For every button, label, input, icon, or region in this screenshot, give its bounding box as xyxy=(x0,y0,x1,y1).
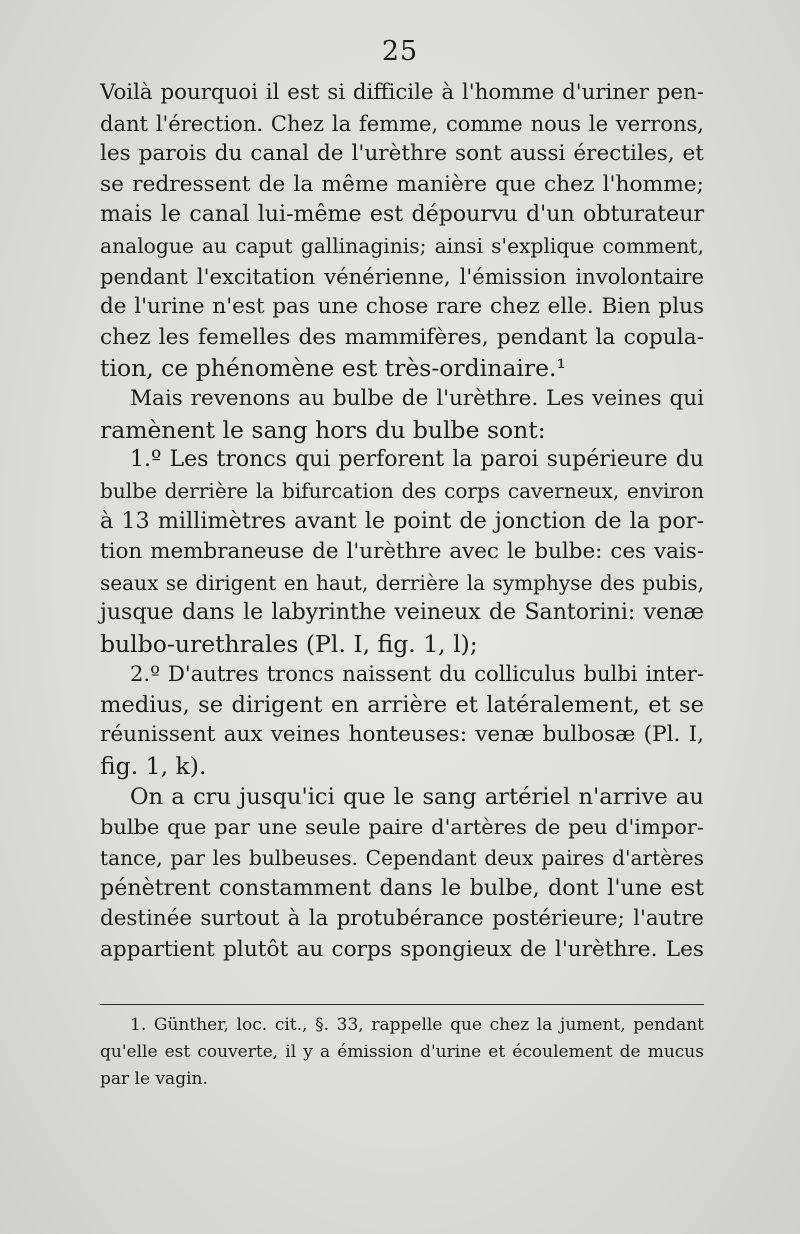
text-line: à 13 millimètres avant le point de jonction de la por- xyxy=(100,508,704,535)
text-line: se redressent de la même manière que chez l'homme; xyxy=(100,171,704,197)
text-line: 1.º Les troncs qui perforent la paroi supérieure du xyxy=(130,447,704,473)
text-line: On a cru jusqu'ici que le sang artériel n'arrive au xyxy=(130,783,704,810)
text-line: bulbo-urethrales (Pl. I, fig. 1, l); xyxy=(100,629,478,658)
text-line: tion membraneuse de l'urèthre avec le bulbe: ces vais- xyxy=(100,538,704,564)
text-line: analogue au caput gallinaginis; ainsi s'explique comment, xyxy=(100,233,704,258)
text-line: medius, se dirigent en arrière et latéralement, et se xyxy=(100,691,704,718)
text-line: bulbe que par une seule paire d'artères de peu d'impor- xyxy=(100,815,704,840)
text-line: appartient plutôt au corps spongieux de l'urèthre. Les xyxy=(100,936,704,962)
page-number: 25 xyxy=(381,36,419,67)
footnote-line: qu'elle est couverte, il y a émission d'urine et écoulement de mucus xyxy=(100,1042,704,1062)
text-line: chez les femelles des mammifères, pendant la copula- xyxy=(100,324,704,350)
text-line: ramènent le sang hors du bulbe sont: xyxy=(100,415,546,444)
text-line: bulbe derrière la bifurcation des corps caverneux, environ xyxy=(100,478,704,503)
text-line: fig. 1, k). xyxy=(100,752,207,781)
footnote-line: 1. Günther, loc. cit., §. 33, rappelle que chez la jument, pendant xyxy=(130,1015,704,1035)
text-line: tion, ce phénomène est très-ordinaire.¹ xyxy=(100,354,566,383)
text-line: réunissent aux veines honteuses: venæ bulbosæ (Pl. I, xyxy=(100,722,704,748)
text-line: 2.º D'autres troncs naissent du colliculus bulbi inter- xyxy=(130,661,704,687)
text-line: pendant l'excitation vénérienne, l'émission involontaire xyxy=(100,263,704,289)
text-line: de l'urine n'est pas une chose rare chez elle. Bien plus xyxy=(100,294,704,320)
text-line: tance, par les bulbeuses. Cependant deux paires d'artères xyxy=(100,845,704,870)
text-line: dant l'érection. Chez la femme, comme nous le verrons, xyxy=(100,110,704,136)
text-line: pénètrent constamment dans le bulbe, dont l'une est xyxy=(100,875,704,902)
text-line: jusque dans le labyrinthe veineux de Santorini: venæ xyxy=(100,600,704,626)
footnote-divider xyxy=(100,1004,704,1005)
text-line: mais le canal lui-même est dépourvu d'un obturateur xyxy=(100,202,704,228)
text-line: les parois du canal de l'urèthre sont aussi érectiles, et xyxy=(100,141,704,167)
footnote-line: par le vagin. xyxy=(100,1069,208,1089)
text-line: Voilà pourquoi il est si difficile à l'homme d'uriner pen- xyxy=(100,80,704,105)
text-line: Mais revenons au bulbe de l'urèthre. Les veines qui xyxy=(130,385,704,411)
text-line: seaux se dirigent en haut, derrière la symphyse des pubis, xyxy=(100,570,704,595)
body-text xyxy=(100,78,704,965)
text-line: destinée surtout à la protubérance postérieure; l'autre xyxy=(100,906,704,932)
footnote xyxy=(100,1012,704,1093)
